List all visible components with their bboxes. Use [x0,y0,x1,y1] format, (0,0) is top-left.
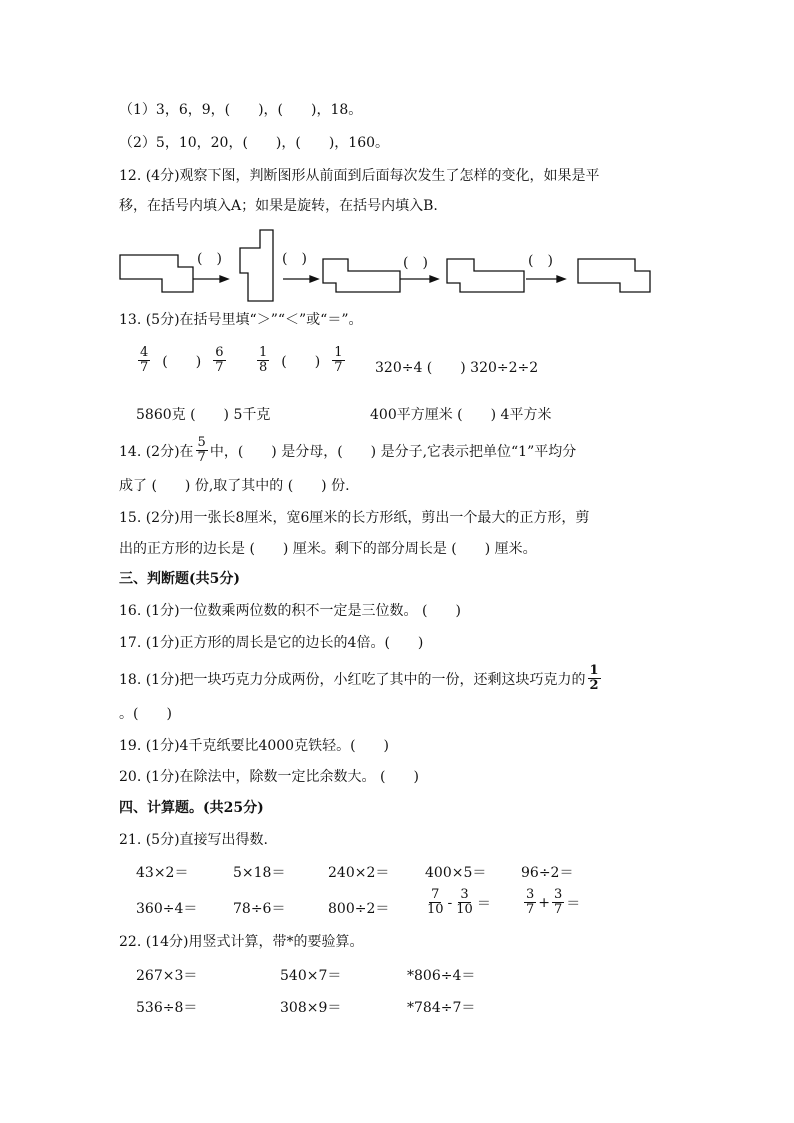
calc-item: *806÷4＝ [407,968,476,984]
fraction: $\frac{4}{7}$ [140,345,149,375]
calc-fraction-add: $\frac{3}{7}$ + $\frac{3}{7}$ ＝ [526,887,581,917]
shape-transform-figure [110,225,670,305]
calc-item: 96÷2＝ [521,865,574,881]
section-4-title: 四、计算题。(共25分) [119,800,264,816]
q22-title: 22. (14分)用竖式计算，带*的要验算。 [119,934,364,950]
q21-title: 21. (5分)直接写出得数. [119,832,268,848]
q13-title: 13. (5分)在括号里填“＞”“＜”或“＝”。 [119,312,363,328]
q12-line-2: 移，在括号内填入A；如果是旋转，在括号内填入B. [119,198,438,214]
q14-line-1: 14. (2分)在 $\frac{5}{7}$ 中，( ) 是分母，( ) 是分子,它表示把单位“1”平均分 [119,435,577,465]
calc-item: 800÷2＝ [328,901,390,917]
q14-line-2: 成了 ( ) 份,取了其中的 ( ) 份. [119,478,350,494]
calc-item: 5×18＝ [233,865,286,881]
q17: 17. (1分)正方形的周长是它的边长的4倍。( ) [119,635,424,651]
calc-item: 78÷6＝ [233,901,286,917]
fraction: $\frac{6}{7}$ [215,345,224,375]
calc-item: 308×9＝ [280,1000,342,1016]
q13-fraction-compare-2: $\frac{1}{8}$ ( ) $\frac{1}{7}$ [259,345,343,375]
q13-compare-4: 5860克 ( ) 5千克 [136,407,271,423]
q19: 19. (1分)4千克纸要比4000克铁轻。( ) [119,738,390,754]
q15-line-2: 出的正方形的边长是 ( ) 厘米。剩下的部分周长是 ( ) 厘米。 [119,541,537,557]
fraction: $\frac{5}{7}$ [197,435,206,465]
q18-line-2: 。( ) [119,706,172,722]
fraction: $\frac{1}{2}$ [589,663,599,693]
calc-item: 536÷8＝ [136,1000,198,1016]
calc-fraction-subtract: $\frac{7}{10}$ - $\frac{3}{10}$ ＝ [427,887,491,917]
shape-2 [240,230,273,301]
sequence-line-2: （2）5，10，20，( )，( )，160。 [119,135,390,151]
calc-item: 400×5＝ [425,865,487,881]
answer-paren-1[interactable]: ( ) [197,251,222,267]
shape-3 [323,259,400,292]
q20: 20. (1分)在除法中，除数一定比余数大。 ( ) [119,769,419,785]
fraction: $\frac{1}{8}$ [259,345,268,375]
calc-item: 267×3＝ [136,968,198,984]
q13-compare-5: 400平方厘米 ( ) 4平方米 [370,407,552,423]
calc-item: 540×7＝ [280,968,342,984]
answer-paren-2[interactable]: ( ) [282,251,307,267]
answer-paren-4[interactable]: ( ) [528,253,553,269]
calc-item: *784÷7＝ [407,1000,476,1016]
sequence-line-1: （1）3，6，9，( )，( )，18。 [119,102,363,118]
calc-item: 43×2＝ [136,865,189,881]
section-3-title: 三、判断题(共5分) [119,571,240,587]
fraction: $\frac{1}{7}$ [334,345,343,375]
shape-5 [578,259,650,292]
q12-line-1: 12. (4分)观察下图，判断图形从前面到后面每次发生了怎样的变化，如果是平 [119,168,600,184]
q15-line-1: 15. (2分)用一张长8厘米，宽6厘米的长方形纸，剪出一个最大的正方形，剪 [119,510,590,526]
q16: 16. (1分)一位数乘两位数的积不一定是三位数。 ( ) [119,603,461,619]
answer-paren-3[interactable]: ( ) [403,255,428,271]
calc-item: 360÷4＝ [136,901,198,917]
calc-item: 240×2＝ [328,865,390,881]
q13-fraction-compare-1: $\frac{4}{7}$ ( ) $\frac{6}{7}$ [140,345,224,375]
q13-compare-3: 320÷4 ( ) 320÷2÷2 [375,360,539,376]
q18-line-1: 18. (1分)把一块巧克力分成两份，小红吃了其中的一份，还剩这块巧克力的 $\frac{1}{2}$ [119,663,599,693]
shape-1 [120,255,193,292]
shape-4 [447,259,524,292]
